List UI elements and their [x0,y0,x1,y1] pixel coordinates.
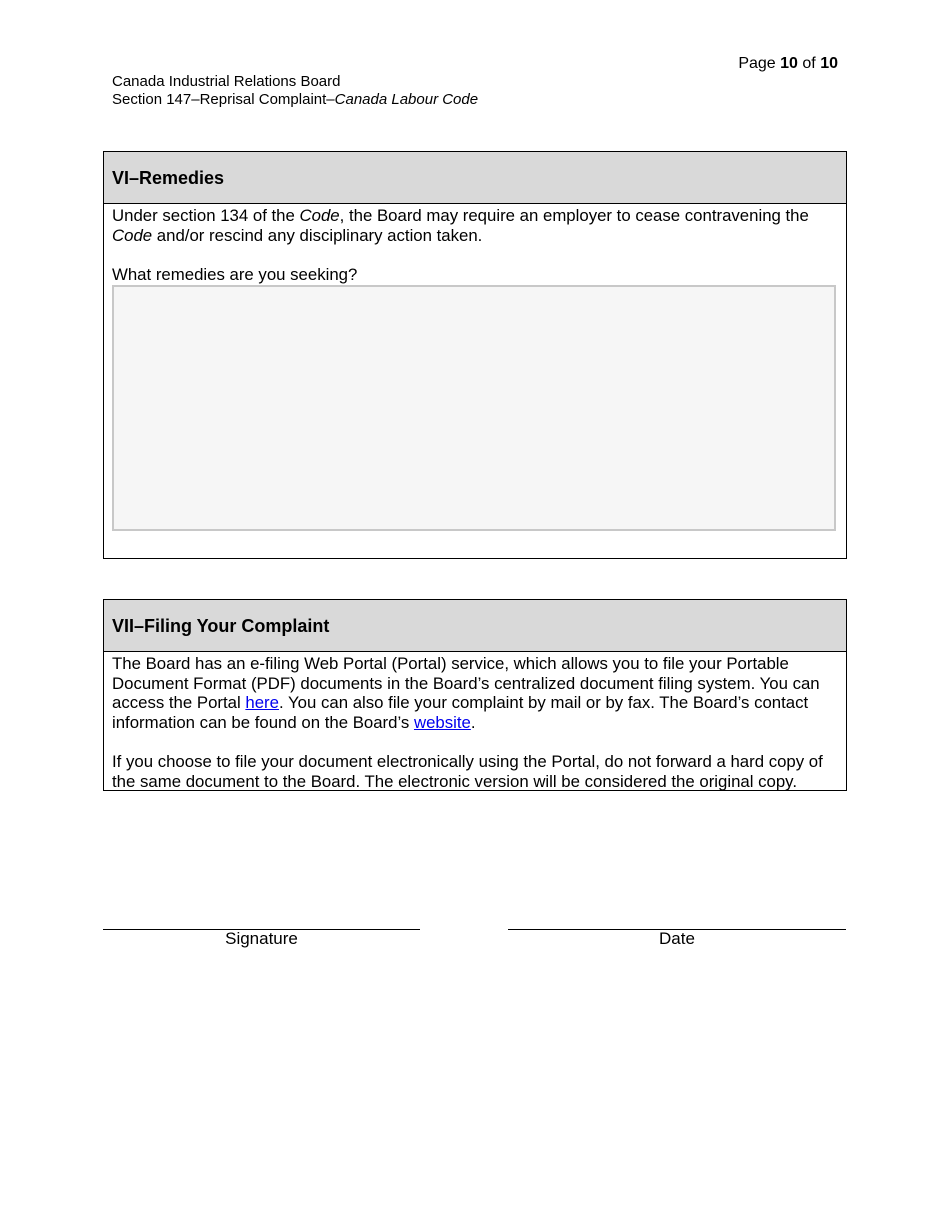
spacer [112,732,838,752]
filing-title: VII–Filing Your Complaint [104,600,846,652]
remedies-intro-text: Under section 134 of the [112,206,300,225]
filing-body [104,652,846,791]
filing-section [103,599,847,791]
remedies-section [103,151,847,559]
spacer [112,245,838,265]
filing-paragraph-2: If you choose to file your document electronically using the Portal, do not forward a hard copy of the same document to the Board. The electronic version will be considered the original copy. [112,751,823,791]
page-prefix: Page [738,55,776,72]
remedies-title: VI–Remedies [104,152,846,204]
form-subtitle-text: Section 147–Reprisal Complaint– [112,90,335,108]
document-header [112,73,478,108]
form-subtitle [112,91,478,109]
remedies-intro-text: and/or rescind any disciplinary action taken. [152,225,483,245]
remedies-answer-field[interactable] [112,285,836,531]
code-italic: Code [112,225,153,245]
remedies-body [104,204,846,531]
remedies-intro-text: , the Board may require an employer to cease contravening the [339,206,809,225]
filing-paragraph-1 [112,654,838,732]
board-website-link[interactable]: website [413,712,471,732]
org-name: Canada Industrial Relations Board [112,73,341,90]
date-label: Date [659,929,695,948]
page-current: 10 [780,55,798,72]
page-of: of [802,55,816,72]
remedies-question: What remedies are you seeking? [112,264,358,284]
filing-text: . You can also file your complaint by mail or by fax. The Board’s contact information can be found on the Board’s [112,693,809,732]
portal-here-link[interactable]: here [245,693,279,713]
code-italic: Code [299,206,340,225]
page-total: 10 [820,55,838,72]
form-subtitle-code: Canada Labour Code [334,90,479,108]
filing-text: The Board has an e-filing Web Portal (Portal) service, which allows you to file your Portable Document Format (PDF) documents in the Board’s centralized document filing system. You can access the Portal [112,654,820,713]
page-number [738,54,838,74]
signature-label: Signature [225,929,298,948]
filing-text: . [470,712,476,732]
remedies-intro [112,206,838,245]
